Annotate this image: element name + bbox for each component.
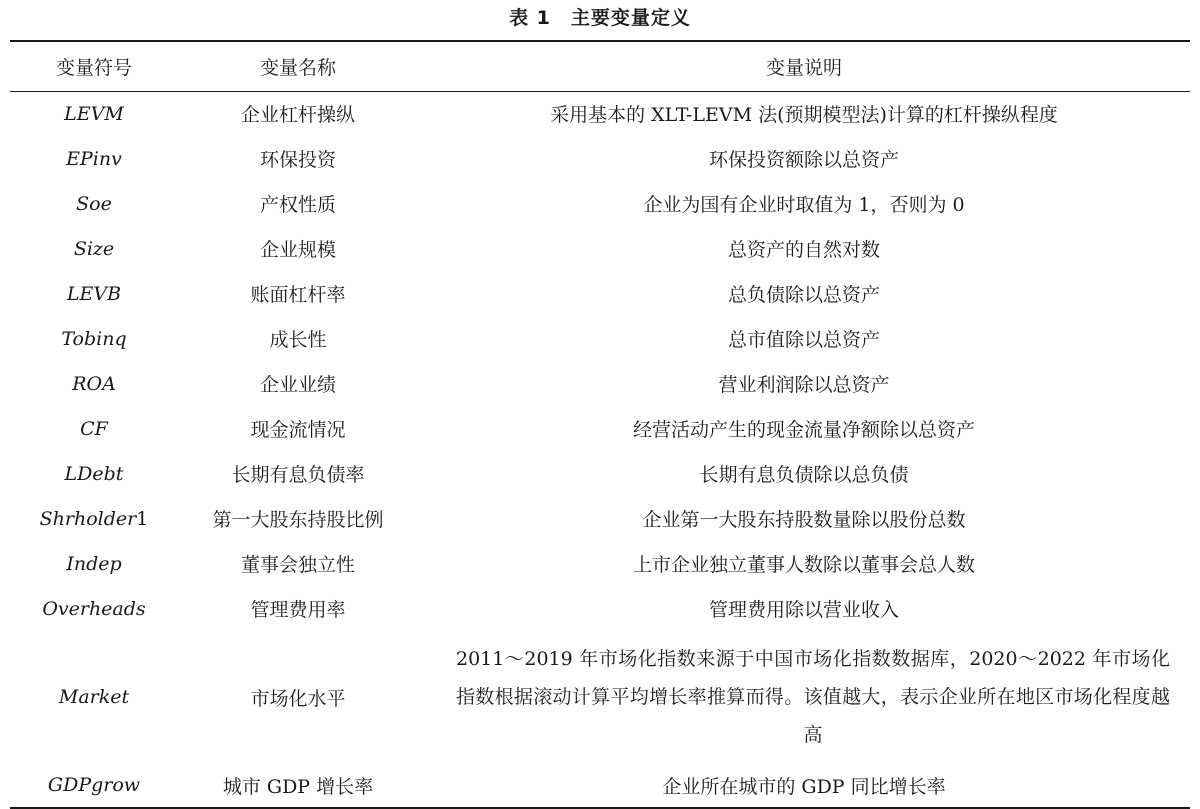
variable-name: 企业业绩 bbox=[259, 374, 336, 396]
variable-description: 管理费用除以营业收入 bbox=[708, 599, 899, 621]
table-caption bbox=[0, 4, 1200, 32]
table-row bbox=[10, 763, 1190, 808]
variable-symbol bbox=[10, 496, 178, 541]
variable-name: 市场化水平 bbox=[250, 687, 346, 710]
variable-description: 企业第一大股东持股数量除以股份总数 bbox=[642, 509, 966, 531]
variable-description: 长期有息负债除以总负债 bbox=[699, 464, 909, 486]
variable-name: 成长性 bbox=[269, 329, 327, 351]
variable-symbol: LDebt bbox=[64, 462, 124, 485]
variable-description: 总市值除以总资产 bbox=[727, 329, 880, 351]
table-row bbox=[10, 181, 1190, 226]
variable-description: 总负债除以总资产 bbox=[727, 284, 880, 306]
table-row bbox=[10, 406, 1190, 451]
variable-name: 第一大股东持股比例 bbox=[212, 509, 384, 531]
variable-symbol: Indep bbox=[66, 552, 122, 575]
variable-symbol: LEVB bbox=[66, 282, 122, 305]
variable-name: 董事会独立性 bbox=[240, 554, 355, 576]
table-row bbox=[10, 586, 1190, 631]
variable-description: 经营活动产生的现金流量净额除以总资产 bbox=[632, 419, 975, 441]
variable-description: 营业利润除以总资产 bbox=[718, 374, 890, 396]
table-number: 表 1 bbox=[509, 7, 551, 29]
table-row bbox=[10, 541, 1190, 586]
variable-name: 城市 GDP 增长率 bbox=[178, 763, 418, 808]
variable-symbol: Soe bbox=[76, 192, 112, 215]
variable-name: 产权性质 bbox=[259, 194, 336, 216]
variable-definition-table bbox=[10, 40, 1190, 809]
variable-description: 2011～2019 年市场化指数来源于中国市场化指数数据库，2020～2022 年市场化指数根据滚动计算平均增长率推算而得。该值越大，表示企业所在地区市场化程度越高 bbox=[456, 648, 1170, 746]
table-row bbox=[10, 136, 1190, 181]
table-row bbox=[10, 361, 1190, 406]
table-row bbox=[10, 451, 1190, 496]
variable-symbol: Market bbox=[58, 686, 130, 708]
table-row bbox=[10, 91, 1190, 136]
variable-description: 采用基本的 XLT-LEVM 法(预期模型法)计算的杠杆操纵程度 bbox=[550, 104, 1058, 127]
variable-symbol: Tobinq bbox=[61, 327, 127, 350]
table-row bbox=[10, 496, 1190, 541]
variable-symbol: CF bbox=[80, 417, 108, 440]
table-row bbox=[10, 631, 1190, 763]
variable-symbol: ROA bbox=[72, 372, 116, 395]
variable-name: 账面杠杆率 bbox=[250, 284, 346, 306]
variable-description: 环保投资额除以总资产 bbox=[708, 149, 899, 171]
variable-name: 现金流情况 bbox=[250, 419, 346, 441]
column-header-name: 变量名称 bbox=[178, 41, 418, 91]
variable-description: 企业所在城市的 GDP 同比增长率 bbox=[418, 763, 1190, 808]
table-row bbox=[10, 316, 1190, 361]
variable-symbol-suffix: 1 bbox=[136, 507, 149, 530]
column-header-symbol: 变量符号 bbox=[10, 41, 178, 91]
variable-name: 管理费用率 bbox=[250, 599, 346, 621]
variable-description: 上市企业独立董事人数除以董事会总人数 bbox=[632, 554, 975, 576]
variable-name: 企业规模 bbox=[259, 239, 336, 261]
variable-description: 企业为国有企业时取值为 1，否则为 0 bbox=[643, 194, 965, 216]
column-header-description: 变量说明 bbox=[418, 41, 1190, 91]
variable-symbol: LEVM bbox=[64, 102, 124, 125]
variable-name: 环保投资 bbox=[259, 149, 336, 171]
table-row bbox=[10, 271, 1190, 316]
variable-symbol: Overheads bbox=[42, 597, 146, 620]
variable-name: 企业杠杆操纵 bbox=[240, 104, 355, 127]
variable-name: 长期有息负债率 bbox=[231, 464, 365, 486]
variable-symbol-base: Shrholder bbox=[39, 507, 137, 530]
variable-symbol: EPinv bbox=[66, 147, 122, 170]
variable-symbol: GDPgrow bbox=[10, 763, 178, 808]
variable-description: 总资产的自然对数 bbox=[727, 239, 880, 261]
variable-symbol: Size bbox=[73, 237, 115, 260]
table-row bbox=[10, 226, 1190, 271]
table-title: 主要变量定义 bbox=[570, 7, 691, 29]
header-row bbox=[10, 41, 1190, 91]
